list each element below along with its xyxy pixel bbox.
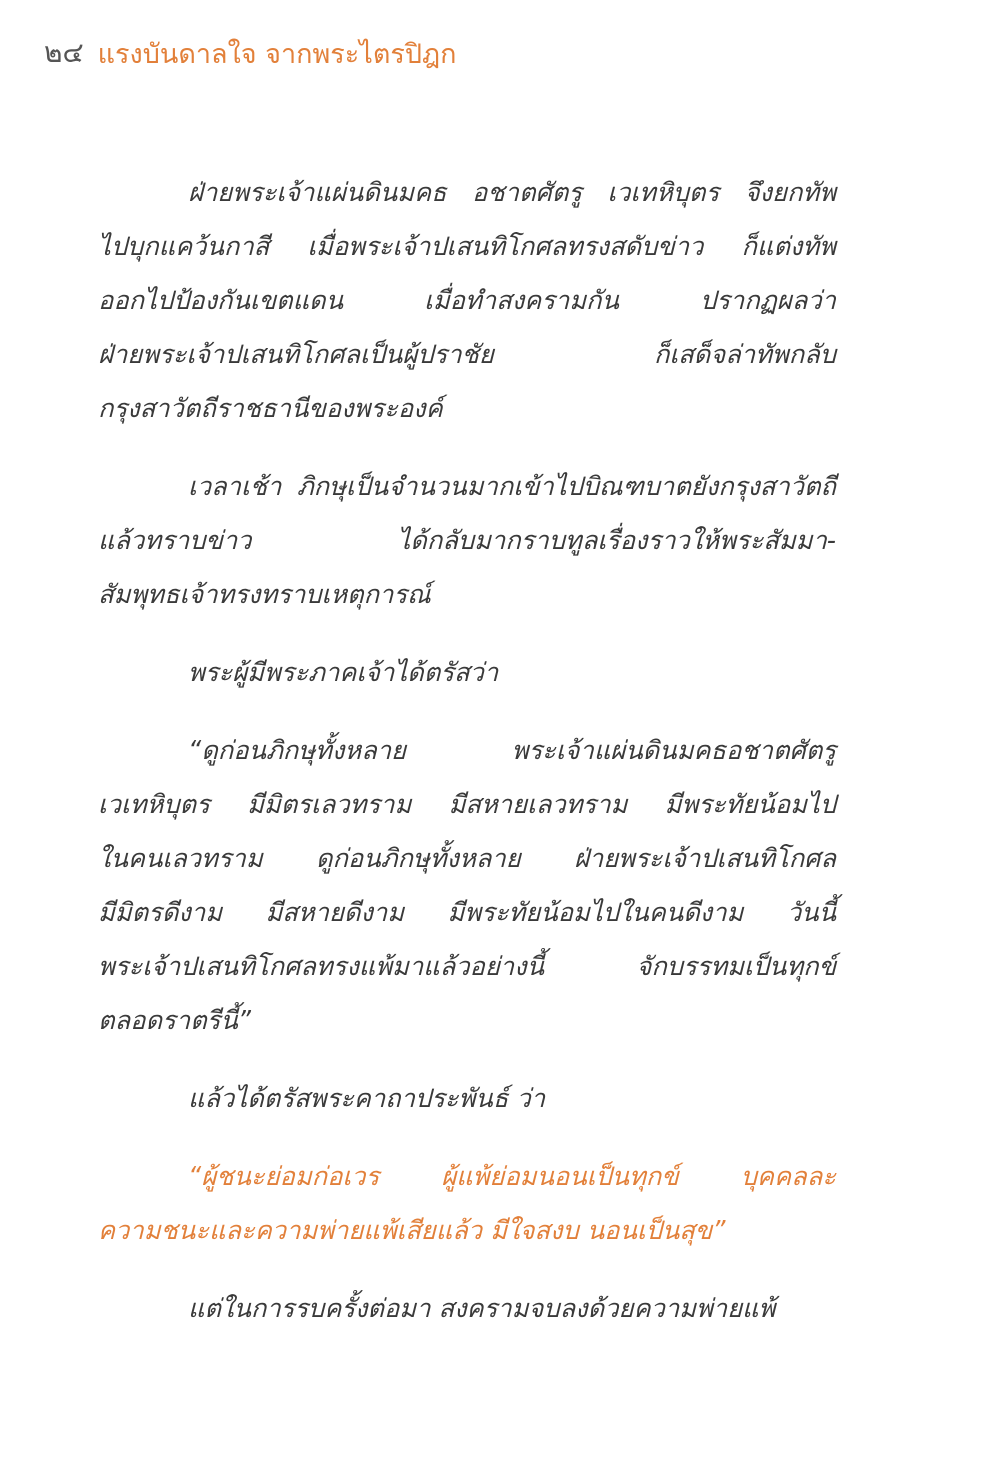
text-line: “ผู้ชนะย่อมก่อเวร ผู้แพ้ย่อมนอนเป็นทุกข์ บุคคลละ — [188, 1162, 836, 1192]
text-line: พระผู้มีพระภาคเจ้าได้ตรัสว่า — [188, 658, 499, 688]
paragraph — [98, 646, 836, 700]
text-line: ตลอดราตรีนี้” — [98, 1006, 251, 1036]
text-line: ความชนะและความพ่ายแพ้เสียแล้ว มีใจสงบ นอนเป็นสุข” — [98, 1216, 726, 1246]
text-line: ไปบุกแคว้นกาสี เมื่อพระเจ้าปเสนทิโกศลทรงสดับข่าว ก็แต่งทัพ — [98, 232, 836, 262]
running-title: แรงบันดาลใจ จากพระไตรปิฎก — [97, 38, 457, 70]
verse-highlight — [98, 1150, 836, 1258]
text-line: สัมพุทธเจ้าทรงทราบเหตุการณ์ — [98, 580, 431, 610]
text-line: พระเจ้าปเสนทิโกศลทรงแพ้มาแล้วอย่างนี้ จักบรรทมเป็นทุกข์ — [98, 952, 836, 982]
paragraph — [98, 166, 836, 436]
text-line: “ดูก่อนภิกษุทั้งหลาย พระเจ้าแผ่นดินมคธอชาตศัตรู — [188, 736, 836, 766]
text-line: เวเทหิบุตร มีมิตรเลวทราม มีสหายเลวทราม มีพระทัยน้อมไป — [98, 790, 836, 820]
text-line: ออกไปป้องกันเขตแดน เมื่อทำสงครามกัน ปรากฏผลว่า — [98, 286, 836, 316]
text-line: ฝ่ายพระเจ้าปเสนทิโกศลเป็นผู้ปราชัย ก็เสด็จล่าทัพกลับ — [98, 340, 836, 370]
text-line: แต่ในการรบครั้งต่อมา สงครามจบลงด้วยความพ่ายแพ้ — [188, 1294, 776, 1324]
paragraph — [98, 1282, 836, 1336]
text-line: เวลาเช้า ภิกษุเป็นจำนวนมากเข้าไปบิณฑบาตยังกรุงสาวัตถี — [188, 472, 836, 502]
text-line: แล้วทราบข่าว ได้กลับมากราบทูลเรื่องราวให้พระสัมมา- — [98, 526, 836, 556]
paragraph — [98, 460, 836, 622]
body-text — [98, 166, 836, 1360]
paragraph — [98, 1072, 836, 1126]
text-line: ในคนเลวทราม ดูก่อนภิกษุทั้งหลาย ฝ่ายพระเจ้าปเสนทิโกศล — [98, 844, 836, 874]
quotation-paragraph — [98, 724, 836, 1048]
page-number: ๒๔ — [44, 36, 84, 69]
text-line: กรุงสาวัตถีราชธานีของพระองค์ — [98, 394, 443, 424]
text-line: มีมิตรดีงาม มีสหายดีงาม มีพระทัยน้อมไปในคนดีงาม วันนี้ — [98, 898, 836, 928]
text-line: แล้วได้ตรัสพระคาถาประพันธ์ ว่า — [188, 1084, 546, 1114]
text-line: ฝ่ายพระเจ้าแผ่นดินมคธ อชาตศัตรู เวเทหิบุตร จึงยกทัพ — [188, 178, 836, 208]
page-header — [44, 28, 457, 78]
